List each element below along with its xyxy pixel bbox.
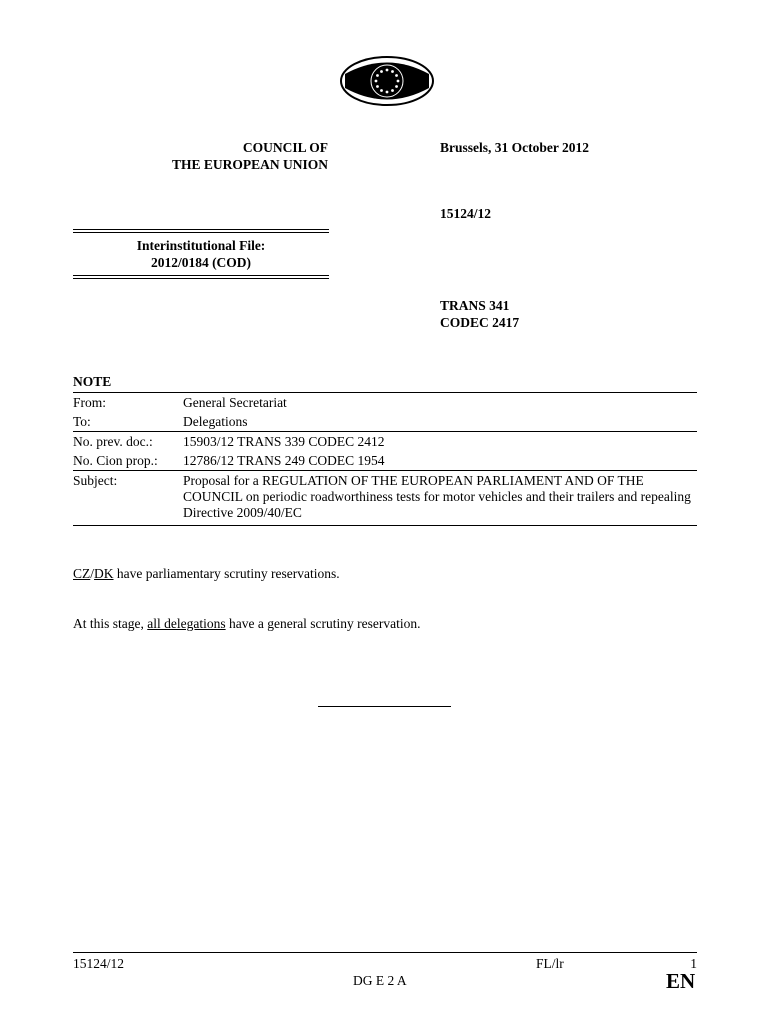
- note-row-cion-prop: [73, 451, 697, 470]
- note-key: No. prev. doc.:: [73, 434, 153, 449]
- paragraph-text: have parliamentary scrutiny reservations.: [113, 566, 340, 581]
- code-trans: TRANS 341: [440, 298, 510, 313]
- double-rule-bottom: [73, 275, 329, 279]
- note-table: [73, 392, 697, 526]
- emblem-star: [376, 85, 379, 88]
- note-value: 12786/12 TRANS 249 CODEC 1954: [183, 453, 385, 468]
- note-row-from: [73, 393, 697, 412]
- council-line-2: THE EUROPEAN UNION: [171, 157, 328, 172]
- country-dk: DK: [94, 566, 114, 581]
- note-title: NOTE: [73, 374, 112, 389]
- end-rule: [318, 706, 451, 707]
- emblem-star: [376, 74, 379, 77]
- emblem-star: [386, 91, 389, 94]
- footer-language: EN: [666, 969, 696, 993]
- council-name: [120, 139, 328, 173]
- document-number: 15124/12: [440, 206, 492, 221]
- code-codec: CODEC 2417: [440, 315, 520, 330]
- emblem-star: [395, 85, 398, 88]
- document-codes: [440, 297, 519, 331]
- note-value: General Secretariat: [183, 395, 287, 410]
- note-key: To:: [73, 414, 91, 429]
- slash: /: [90, 566, 95, 581]
- note-row-subject: [73, 471, 697, 521]
- emblem-star: [375, 80, 378, 83]
- interinstitutional-value: 2012/0184 (COD): [150, 255, 252, 270]
- paragraph-general-reservation: [73, 616, 421, 632]
- emblem-star: [395, 74, 398, 77]
- interinstitutional-label: Interinstitutional File:: [136, 238, 266, 253]
- footer-page-number: 1: [690, 956, 697, 971]
- emblem-star: [397, 80, 400, 83]
- emblem-star: [391, 89, 394, 92]
- emblem-star: [391, 70, 394, 73]
- note-divider: [73, 525, 697, 526]
- note-key: No. Cion prop.:: [73, 453, 158, 468]
- emblem-star: [386, 69, 389, 72]
- note-key: Subject:: [73, 473, 118, 488]
- footer-rule: [73, 952, 697, 953]
- underlined-text: all delegations: [147, 616, 226, 631]
- note-value: 15903/12 TRANS 339 CODEC 2412: [183, 434, 385, 449]
- footer-doc-ref: 15124/12: [73, 956, 125, 971]
- note-value: Delegations: [183, 414, 248, 429]
- note-row-to: [73, 412, 697, 431]
- council-emblem-icon: [339, 55, 435, 107]
- country-cz: CZ: [73, 566, 91, 581]
- emblem-star: [380, 89, 383, 92]
- footer-dg: DG E 2 A: [353, 973, 407, 988]
- footer-initials: FL/lr: [536, 956, 564, 971]
- interinstitutional-file-box: [73, 229, 329, 279]
- emblem-star: [380, 70, 383, 73]
- note-value: Proposal for a REGULATION OF THE EUROPEAN PARLIAMENT AND OF THE COUNCIL on periodic roadworthiness tests for motor vehicles and their trailers and repealing Directive 2009/40/EC: [183, 473, 691, 520]
- paragraph-text: have a general scrutiny reservation.: [225, 616, 421, 631]
- council-line-1: COUNCIL OF: [242, 140, 328, 155]
- note-key: From:: [73, 395, 107, 410]
- paragraph-reservations: [73, 566, 340, 582]
- note-row-prev-doc: [73, 432, 697, 451]
- document-date: Brussels, 31 October 2012: [440, 140, 589, 155]
- paragraph-text: At this stage,: [73, 616, 148, 631]
